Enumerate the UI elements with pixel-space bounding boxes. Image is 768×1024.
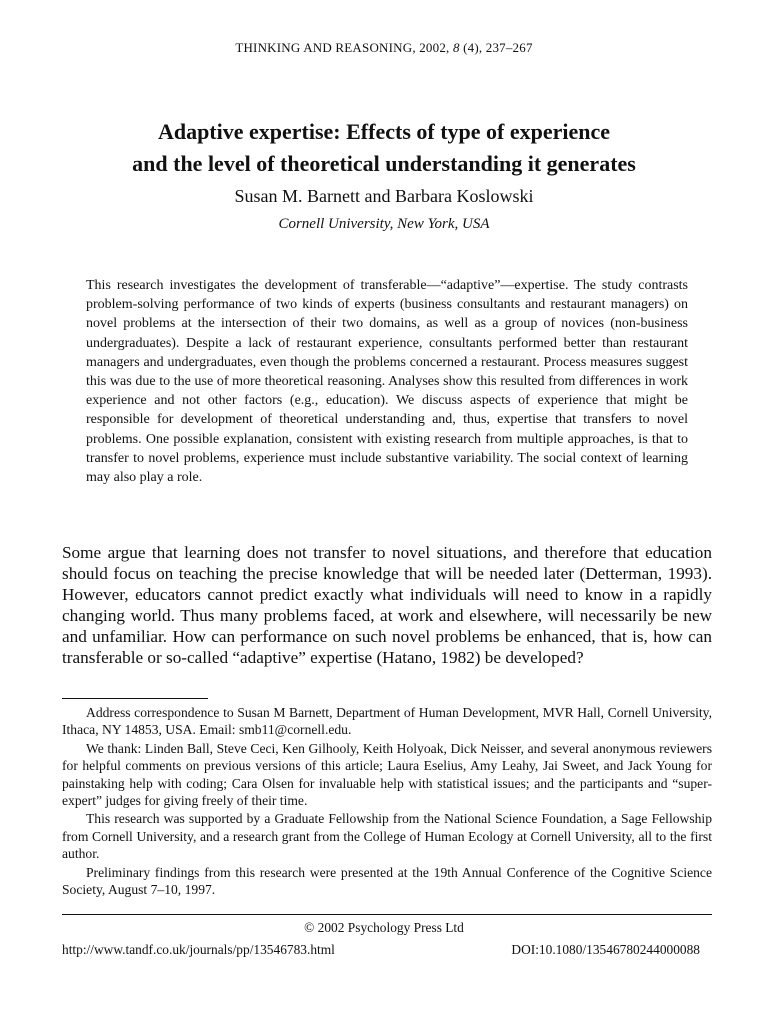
journal-issue-pages: (4), 237–267 <box>459 40 533 55</box>
footnote-correspondence: Address correspondence to Susan M Barnett, Department of Human Development, MVR Hall, Cornell University, Ithaca, NY 14853, USA. Email: smb11@cornell.edu. <box>62 705 712 738</box>
footnote-rule <box>62 698 208 699</box>
footnote-presentation: Preliminary findings from this research were presented at the 19th Annual Conference of the Cognitive Science Society, August 7–10, 1997. <box>62 864 712 898</box>
doi: DOI:10.1080/13546780244000088 <box>511 942 700 957</box>
intro-paragraph: Some argue that learning does not transfer to novel situations, and therefore that education should focus on teaching the precise knowledge that will be needed later (Detterman, 1993). However, educators cannot predict exactly what individuals will need to know in a rapidly changing world. Thus many problems faced, at work and elsewhere, will necessarily be new and unfamiliar. How can performance on such novel problems be enhanced, that is, how can transferable or so-called “adaptive” expertise (Hatano, 1982) be developed? <box>62 543 712 667</box>
footnote-acknowledgements: We thank: Linden Ball, Steve Ceci, Ken Gilhooly, Keith Holyoak, Dick Neisser, and several anonymous reviewers for helpful comments on previous versions of this article; Laura Eselius, Amy Leahy, Jai Sweet, and Jack Young for painstaking help with coding; Cara Olsen for invaluable help with statistical issues; and the participants and “super-expert” judges for giving freely of their time. <box>62 740 712 809</box>
affiliation: Cornell University, New York, USA <box>278 216 490 232</box>
abstract: This research investigates the development of transferable—“adaptive”—expertise. The study contrasts problem-solving performance of two kinds of experts (business consultants and restaurant managers) on novel problems at the intersection of their two domains, as well as a group of novices (non-business undergraduates). Despite a lack of restaurant experience, consultants performed better than restaurant managers and undergraduates, even though the problems concerned a restaurant. Process measures suggest this was due to the use of more theoretical reasoning. Analyses show this resulted from differences in work experience and not other factors (e.g., education). We discuss aspects of experience that might be responsible for development of theoretical understanding and, thus, expertise that transfers to novel problems. One possible explanation, consistent with existing research from multiple approaches, is that to transfer to novel problems, experience must include substantive variability. The social context of learning may also play a role. <box>86 278 688 486</box>
journal-name: THINKING AND REASONING, 2002, <box>235 40 453 55</box>
running-head <box>0 40 768 56</box>
journal-volume: 8 <box>452 40 460 55</box>
title-line-2: and the level of theoretical understanding it generates <box>132 151 636 176</box>
authors: Susan M. Barnett and Barbara Koslowski <box>234 186 534 206</box>
journal-url[interactable]: http://www.tandf.co.uk/journals/pp/13546783.html <box>62 942 335 957</box>
bottom-rule <box>62 914 712 915</box>
title-line-1: Adaptive expertise: Effects of type of experience <box>157 119 611 144</box>
copyright-line: © 2002 Psychology Press Ltd <box>304 920 464 935</box>
footnote-funding: This research was supported by a Graduate Fellowship from the National Science Foundation, a Sage Fellowship from Cornell University, and a research grant from the College of Human Ecology at Cornell University, all to the first author. <box>62 811 712 862</box>
footnotes <box>62 704 712 899</box>
article-title <box>40 116 728 180</box>
